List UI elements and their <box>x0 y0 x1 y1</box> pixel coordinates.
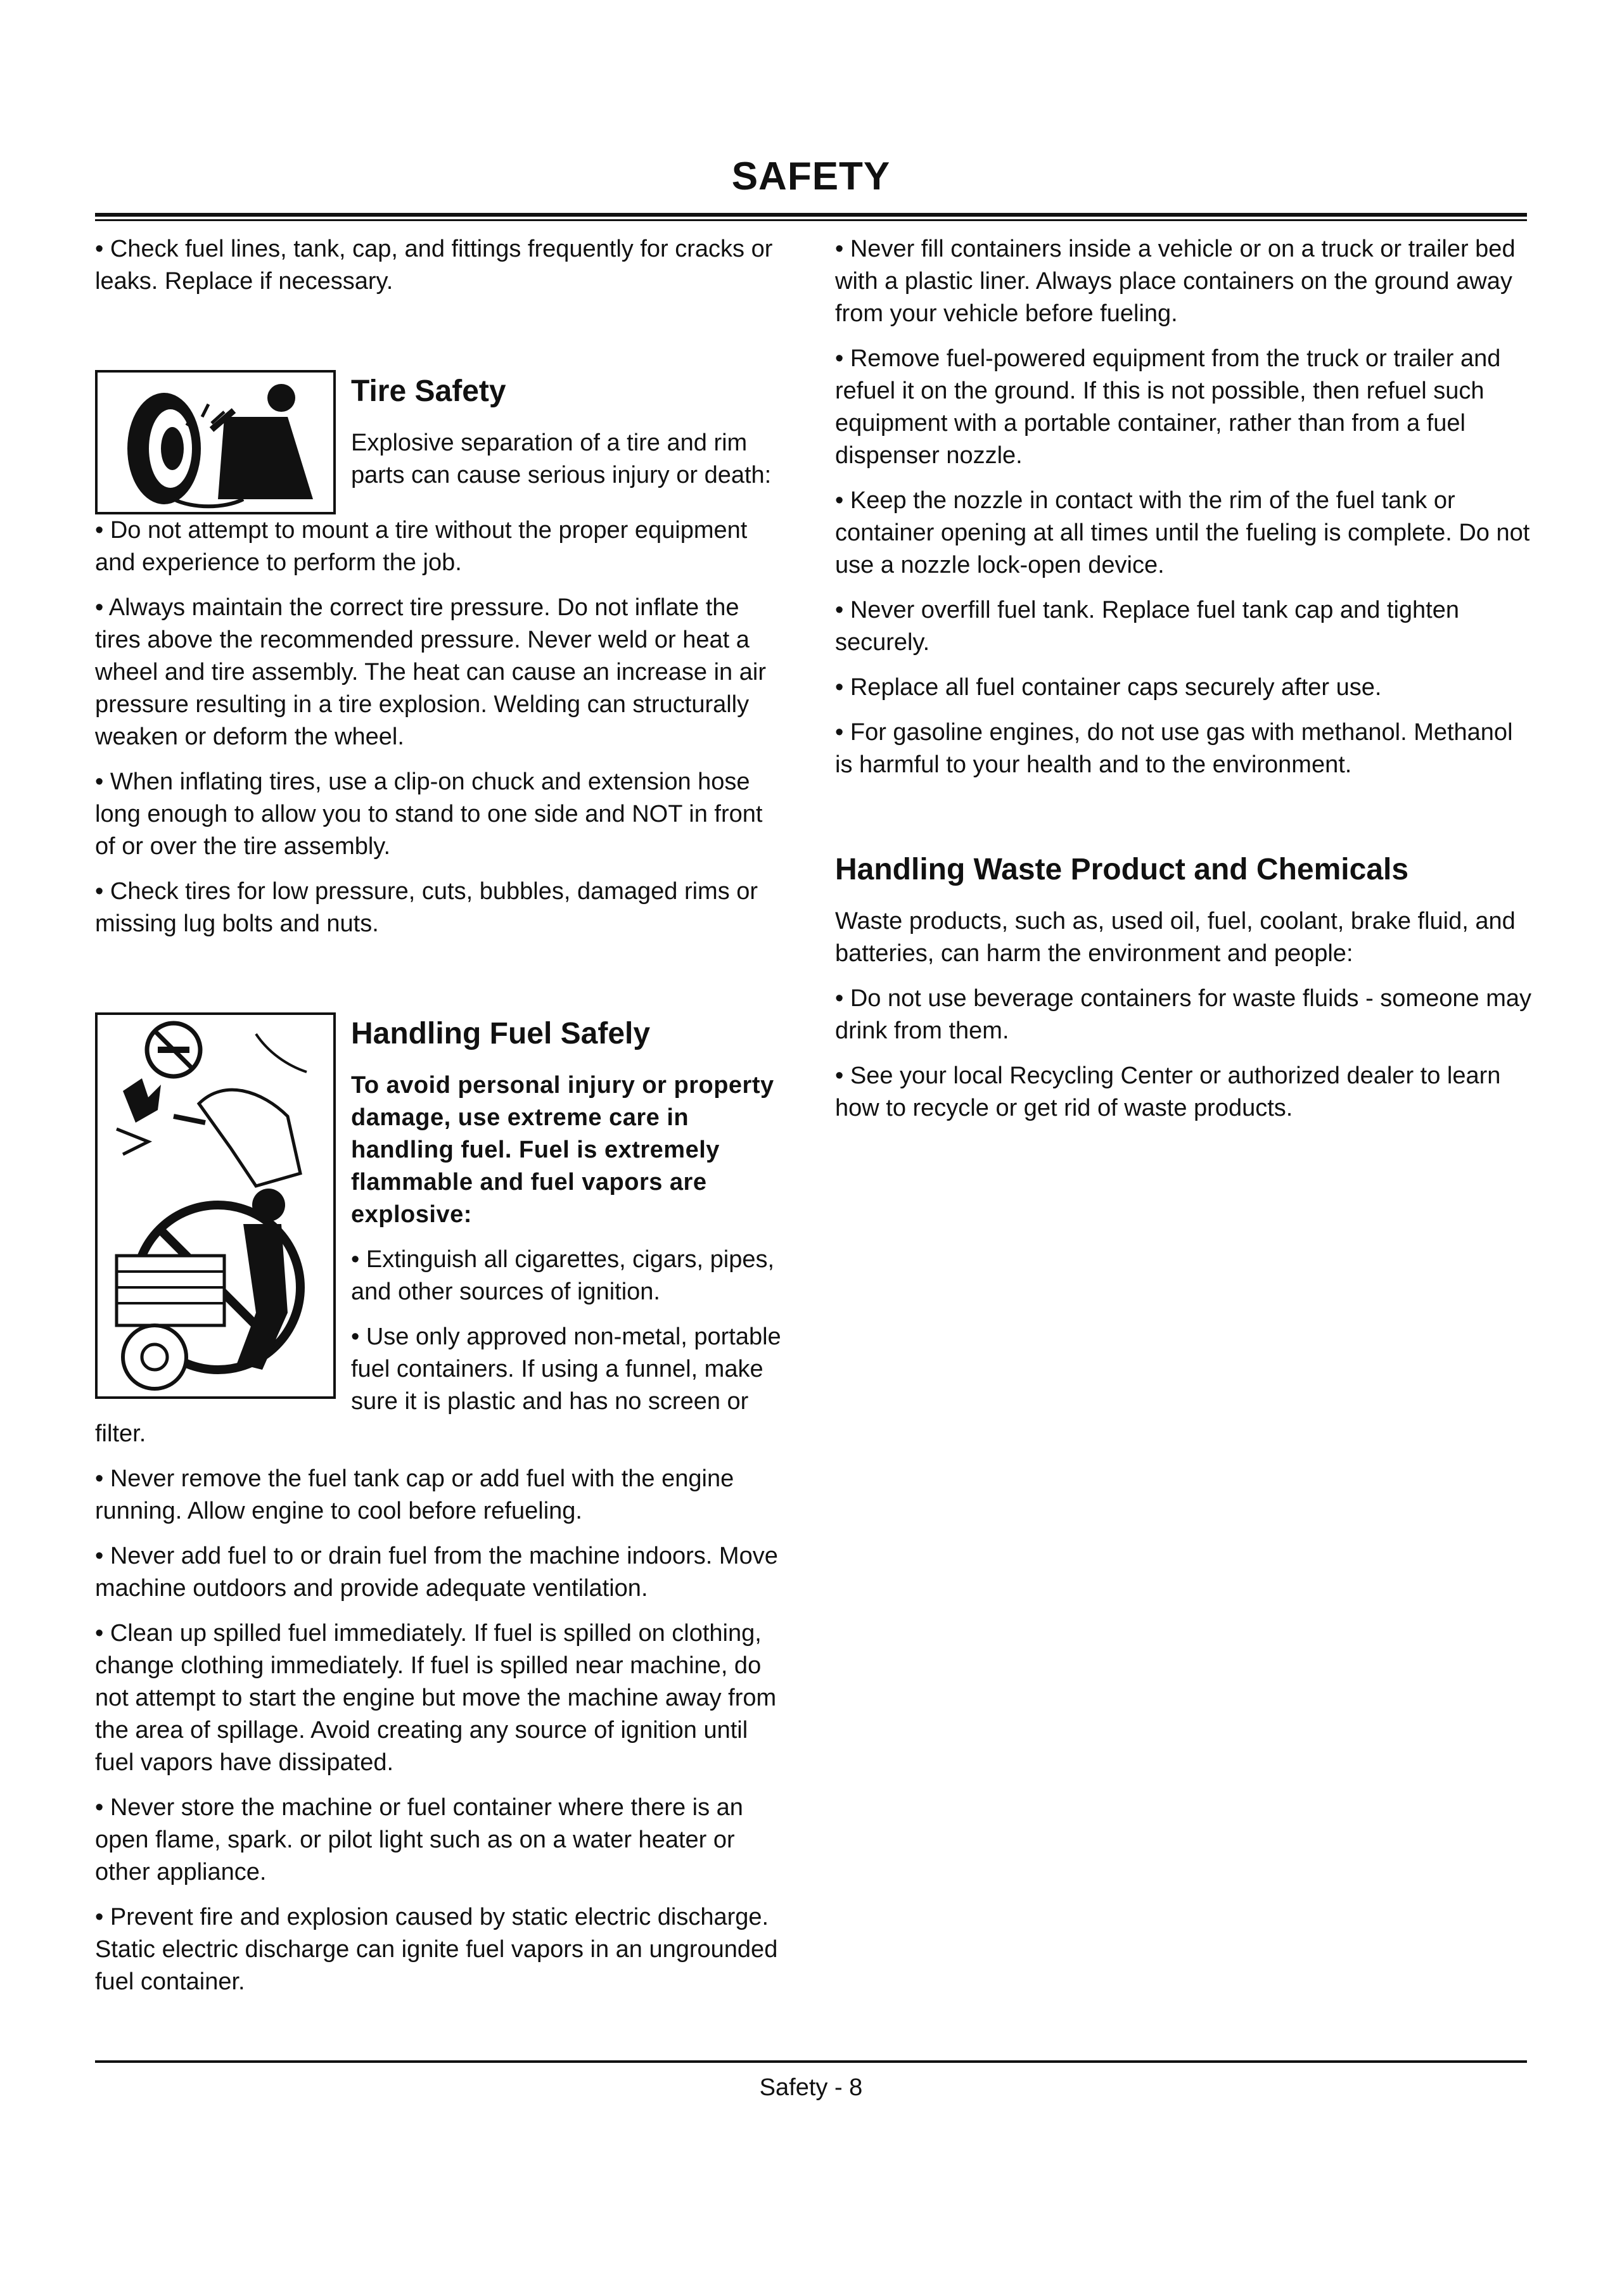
fuel-safety-heading: Handling Fuel Safely <box>351 1017 651 1050</box>
waste-bullet-2: • See your local Recycling Center or authorized dealer to learn how to recycle or get rid of waste products. <box>835 1062 1501 1121</box>
fuel-bullet-5: • Clean up spilled fuel immediately. If fuel is spilled on clothing, change clothing immediately. If fuel is spilled near machine, do not attempt to start the engine but move the machine away from the area of spillage. Avoid creating any source of ignition until fuel vapors have dissipated. <box>95 1620 777 1776</box>
tire-bullet-4: • Check tires for low pressure, cuts, bubbles, damaged rims or missing lug bolts and nuts. <box>95 878 758 937</box>
footer-rule <box>95 2060 1527 2063</box>
tire-safety-heading: Tire Safety <box>351 374 506 408</box>
right-column <box>835 233 1532 1137</box>
tire-safety-illustration <box>95 370 336 514</box>
waste-handling-section <box>835 852 1532 1125</box>
tire-explosion-icon <box>98 373 333 512</box>
left-column <box>95 233 786 2011</box>
container-bullet-1: • Never fill containers inside a vehicle or on a truck or trailer bed with a plastic liner. Always place containers on the ground away from your vehicle before fueling. <box>835 236 1516 327</box>
tire-safety-section <box>95 374 786 940</box>
container-bullet-6: • For gasoline engines, do not use gas with methanol. Methanol is harmful to your health and to the environment. <box>835 719 1513 778</box>
fuel-safety-warning: To avoid personal injury or property damage, use extreme care in handling fuel. Fuel is extremely flammable and fuel vapors are explosive: <box>351 1072 774 1228</box>
tire-bullet-3: • When inflating tires, use a clip-on chuck and extension hose long enough to allow you to stand to one side and NOT in front of or over the tire assembly. <box>95 769 763 860</box>
fuel-line-check-bullet: • Check fuel lines, tank, cap, and fittings frequently for cracks or leaks. Replace if necessary. <box>95 236 773 295</box>
fuel-bullet-1: • Extinguish all cigarettes, cigars, pipes, and other sources of ignition. <box>351 1246 775 1305</box>
container-bullet-3: • Keep the nozzle in contact with the rim of the fuel tank or container opening at all times until the fueling is complete. Do not use a nozzle lock-open device. <box>835 487 1530 578</box>
tire-bullet-2: • Always maintain the correct tire pressure. Do not inflate the tires above the recommended pressure. Never weld or heat a wheel and tire assembly. The heat can cause an increase in air pressure resulting in a tire explosion. Welding can structurally weaken or deform the wheel. <box>95 594 766 750</box>
fuel-bullet-6: • Never store the machine or fuel container where there is an open flame, spark. or pilot light such as on a water heater or other appliance. <box>95 1794 743 1885</box>
fuel-bullet-3: • Never remove the fuel tank cap or add fuel with the engine running. Allow engine to cool before refueling. <box>95 1465 734 1524</box>
page-title: SAFETY <box>731 155 891 198</box>
waste-bullet-1: • Do not use beverage containers for waste fluids - someone may drink from them. <box>835 985 1531 1044</box>
fuel-safety-section <box>95 1016 786 1998</box>
fuel-safety-illustration <box>95 1012 336 1399</box>
page-number: Safety - 8 <box>759 2074 863 2101</box>
container-bullet-2: • Remove fuel-powered equipment from the truck or trailer and refuel it on the ground. If this is not possible, then refuel such equipment with a portable container, rather than from a fuel dispenser nozzle. <box>835 345 1501 469</box>
tire-bullet-1: • Do not attempt to mount a tire without the proper equipment and experience to perform the job. <box>95 517 748 576</box>
header-rule-thick <box>95 213 1527 217</box>
tire-safety-intro: Explosive separation of a tire and rim parts can cause serious injury or death: <box>351 430 772 488</box>
container-bullet-4: • Never overfill fuel tank. Replace fuel tank cap and tighten securely. <box>835 597 1459 656</box>
fuel-bullet-4: • Never add fuel to or drain fuel from the machine indoors. Move machine outdoors and provide adequate ventilation. <box>95 1543 778 1602</box>
waste-handling-intro: Waste products, such as, used oil, fuel, coolant, brake fluid, and batteries, can harm the environment and people: <box>835 908 1516 967</box>
fuel-bullet-2: • Use only approved non-metal, portable fuel containers. If using a funnel, make sure it is plastic and has no screen or filter. <box>95 1323 781 1447</box>
fuel-bullet-7: • Prevent fire and explosion caused by static electric discharge. Static electric discharge can ignite fuel vapors in an ungrounded fuel container. <box>95 1904 778 1995</box>
container-bullet-5: • Replace all fuel container caps securely after use. <box>835 674 1382 701</box>
waste-handling-heading: Handling Waste Product and Chemicals <box>835 853 1409 886</box>
no-smoking-fueling-icon <box>98 1015 333 1396</box>
header-rule-thin <box>95 219 1527 221</box>
